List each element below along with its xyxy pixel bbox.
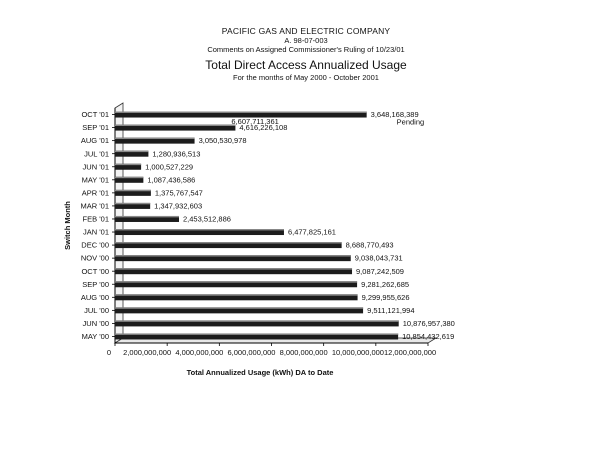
y-tick-label: JUL '01 (84, 149, 109, 159)
bar-value-label: 3,050,530,978 (198, 136, 247, 146)
y-tick-label: DEC '00 (81, 240, 109, 250)
bar-highlight (115, 216, 179, 217)
x-axis-title: Total Annualized Usage (kWh) DA to Date (186, 368, 334, 377)
bar-highlight (115, 320, 399, 321)
bar-highlight (115, 307, 363, 308)
bar-highlight (115, 177, 143, 178)
bar-highlight (115, 242, 342, 243)
y-tick-label: AUG '00 (80, 292, 109, 302)
y-tick-label: JAN '01 (82, 227, 109, 237)
bar-highlight (115, 151, 148, 152)
bar-value-label: 4,616,226,108 (239, 123, 288, 133)
bar-highlight (115, 255, 351, 256)
comments-line: Comments on Assigned Commissioner's Ruling of 10/23/01 (207, 45, 405, 54)
y-tick-label: JUL '00 (84, 305, 109, 315)
bar-value-label: 2,453,512,886 (182, 214, 231, 224)
bar-value-label: 10,876,957,380 (402, 319, 455, 329)
company-name: PACIFIC GAS AND ELECTRIC COMPANY (221, 26, 391, 36)
x-tick-label: 4,000,000,000 (175, 348, 224, 357)
y-tick-label: FEB '01 (82, 214, 109, 224)
bar-highlight (115, 333, 398, 334)
bar-value-label: 8,688,770,493 (345, 240, 394, 250)
bar-highlight (115, 164, 141, 165)
y-tick-label: AUG '01 (80, 136, 109, 146)
y-tick-label: MAY '00 (81, 332, 109, 342)
x-tick-label: 6,000,000,000 (227, 348, 276, 357)
bar-value-label: 3,648,168,389 (370, 110, 419, 120)
y-tick-label: MAR '01 (80, 201, 109, 211)
bar-highlight (115, 112, 367, 113)
bar-value-label: 9,087,242,509 (356, 266, 404, 276)
pending-annotation: Pending (396, 117, 425, 127)
chart-title: Total Direct Access Annualized Usage (205, 58, 407, 72)
docket-number: A. 98-07-003 (284, 36, 328, 45)
bar-value-label: 6,477,825,161 (287, 227, 336, 237)
bar-highlight (115, 125, 235, 126)
bar-value-label: 1,347,932,603 (154, 201, 203, 211)
x-tick-label: 10,000,000,000 (331, 348, 384, 357)
y-tick-label: SEP '01 (82, 123, 109, 133)
bar-highlight (115, 281, 357, 282)
bar-highlight (115, 203, 150, 204)
chart-subtitle: For the months of May 2000 - October 2001 (233, 73, 379, 82)
y-tick-label: SEP '00 (82, 279, 109, 289)
bar-value-label: 9,281,262,685 (361, 279, 410, 289)
sep-annotation-value: 6,607,711,361 (231, 117, 279, 127)
x-tick-label: 0 (106, 348, 112, 357)
y-tick-label: APR '01 (81, 188, 109, 198)
bar-value-label: 1,087,436,586 (147, 175, 196, 185)
bar-highlight (115, 229, 284, 230)
y-axis-title: Switch Month (63, 201, 72, 250)
bar-highlight (115, 294, 358, 295)
x-tick-label: 12,000,000,000 (384, 348, 437, 357)
x-tick-label: 2,000,000,000 (123, 348, 172, 357)
bar-highlight (115, 138, 195, 139)
bar-value-label: 1,280,936,513 (152, 149, 201, 159)
bar-value-label: 9,299,955,626 (361, 292, 410, 302)
bar-value-label: 1,375,767,547 (154, 188, 203, 198)
y-tick-label: MAY '01 (81, 175, 109, 185)
y-tick-label: JUN '00 (82, 319, 109, 329)
x-tick-label: 8,000,000,000 (279, 348, 328, 357)
bar-value-label: 9,511,121,994 (367, 305, 415, 315)
bar-highlight (115, 190, 151, 191)
y-tick-label: NOV '00 (80, 253, 109, 263)
bar-value-label: 10,854,432,619 (402, 332, 455, 342)
bar-value-label: 1,000,527,229 (145, 162, 194, 172)
bar-value-label: 9,038,043,731 (354, 253, 403, 263)
bar-highlight (115, 268, 352, 269)
y-tick-label: OCT '01 (81, 110, 109, 120)
y-tick-label: OCT '00 (81, 266, 109, 276)
y-tick-label: JUN '01 (82, 162, 109, 172)
